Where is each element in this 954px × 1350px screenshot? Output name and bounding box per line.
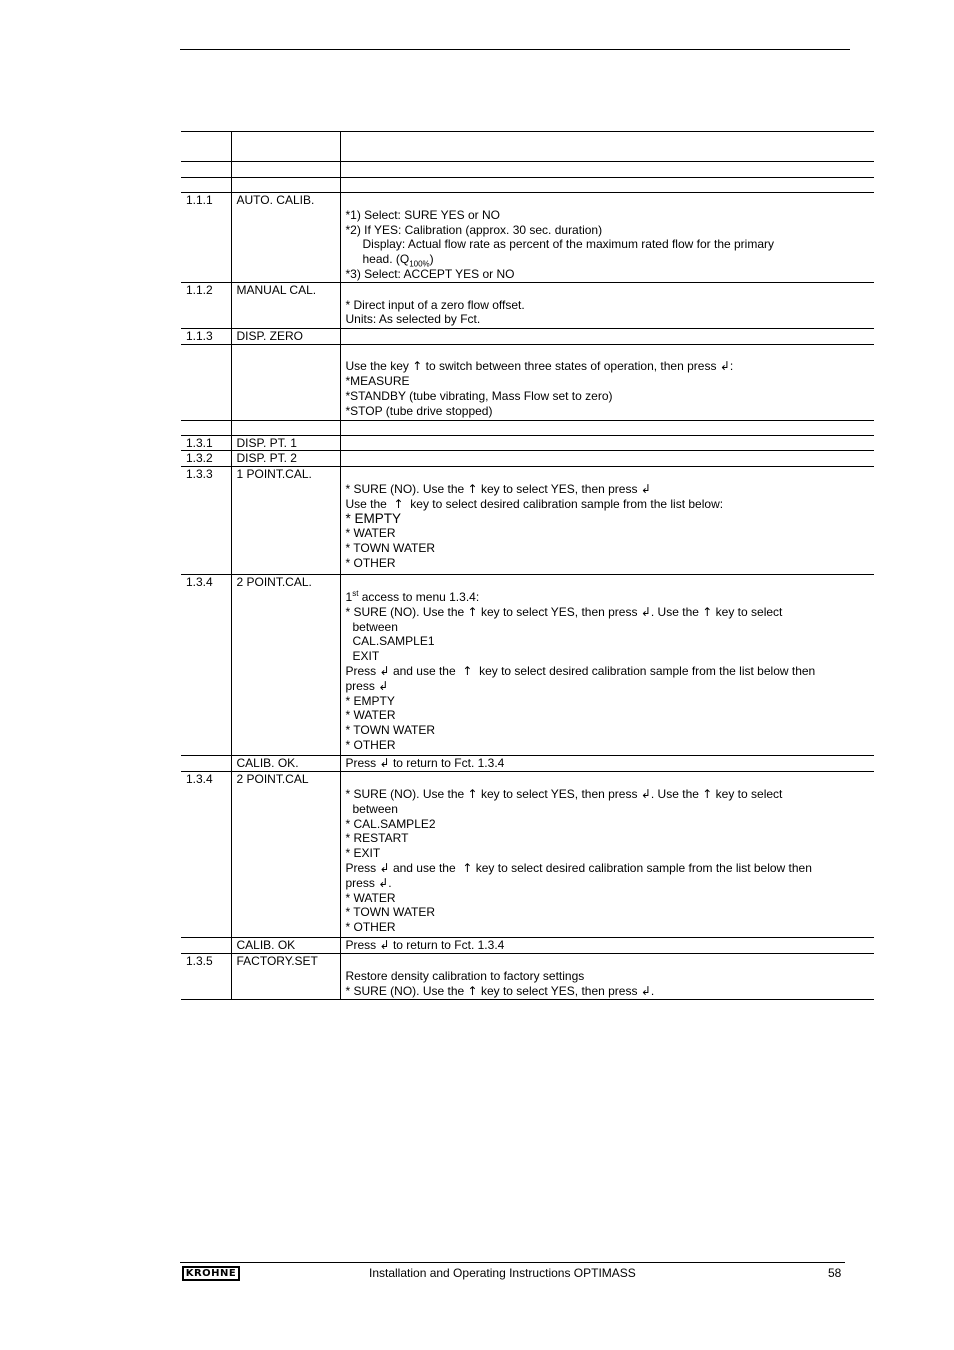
- up-arrow-icon: ↑: [467, 786, 478, 801]
- menu-description: Press ↲ to return to Fct. 1.3.4: [340, 938, 874, 954]
- enter-key-icon: ↲: [379, 663, 390, 678]
- table-row: [181, 772, 874, 938]
- table-row: [181, 193, 874, 283]
- menu-name: AUTO. CALIB.: [231, 193, 340, 283]
- enter-key-icon: ↲: [379, 860, 390, 875]
- menu-name: DISP. PT. 1: [231, 435, 340, 451]
- menu-number: 1.3.4: [181, 575, 231, 756]
- table-row: [181, 420, 874, 435]
- menu-name: MANUAL CAL.: [231, 282, 340, 328]
- menu-number: 1.1.1: [181, 193, 231, 283]
- table-row: [181, 451, 874, 467]
- table-row: [181, 756, 874, 772]
- menu-name: 1 POINT.CAL.: [231, 467, 340, 575]
- up-arrow-icon: ↑: [467, 604, 478, 619]
- menu-name: CALIB. OK.: [231, 756, 340, 772]
- footer-rule: [180, 1262, 845, 1263]
- enter-key-icon: ↲: [379, 938, 390, 953]
- enter-key-icon: ↲: [640, 983, 651, 998]
- menu-description: Press ↲ to return to Fct. 1.3.4: [340, 756, 874, 772]
- up-arrow-icon: ↑: [462, 663, 473, 678]
- menu-number: 1.1.3: [181, 328, 231, 344]
- table-row: [181, 575, 874, 756]
- table-row: [181, 178, 874, 193]
- table-header-row: [181, 132, 874, 162]
- menu-description: * SURE (NO). Use the ↑ key to select YES, then press ↲. Use the ↑ key to select between * CAL.SAMPLE2 * RESTART * EXIT Press ↲ and use the ↑ key to select desired calibration sample from the list below then press ↲. * WATER * TOWN WATER * OTHER: [340, 772, 874, 938]
- up-arrow-icon: ↑: [393, 496, 404, 511]
- enter-key-icon: ↲: [378, 875, 389, 890]
- table-row: [181, 282, 874, 328]
- up-arrow-icon: ↑: [462, 860, 473, 875]
- footer-title: Installation and Operating Instructions OPTIMASS: [369, 1266, 636, 1280]
- enter-key-icon: ↲: [640, 481, 651, 496]
- menu-number: 1.3.5: [181, 954, 231, 1000]
- enter-key-icon: ↲: [719, 359, 730, 374]
- menu-number: 1.3.2: [181, 451, 231, 467]
- table-row: [181, 344, 874, 420]
- table-row: [181, 938, 874, 954]
- menu-description: *1) Select: SURE YES or NO *2) If YES: Calibration (approx. 30 sec. duration) Display: Actual flow rate as percent of the maximum rated flow for the primary head. $(Q_{100\%})$ *3) Select: ACCEPT YES or NO: [340, 193, 874, 283]
- menu-name: 2 POINT.CAL.: [231, 575, 340, 756]
- menu-name: DISP. PT. 2: [231, 451, 340, 467]
- menu-description: 1st access to menu 1.3.4: * SURE (NO). Use the ↑ key to select YES, then press ↲. Use the ↑ key to select between CAL.SAMPLE1 EXIT Press ↲ and use the ↑ key to select desired calibration sample from the list below then press ↲ * EMPTY * WATER * TOWN WATER * OTHER: [340, 575, 874, 756]
- enter-key-icon: ↲: [378, 678, 389, 693]
- header-rule: [180, 49, 850, 50]
- menu-description: * Direct input of a zero flow offset. Units: As selected by Fct.: [340, 282, 874, 328]
- up-arrow-icon: ↑: [702, 604, 713, 619]
- table-row: [181, 954, 874, 1000]
- menu-number: 1.3.1: [181, 435, 231, 451]
- up-arrow-icon: ↑: [467, 983, 478, 998]
- enter-key-icon: ↲: [640, 786, 651, 801]
- up-arrow-icon: ↑: [467, 481, 478, 496]
- menu-number: 1.3.4: [181, 772, 231, 938]
- enter-key-icon: ↲: [640, 604, 651, 619]
- menu-name: CALIB. OK: [231, 938, 340, 954]
- enter-key-icon: ↲: [379, 756, 390, 771]
- table-row: [181, 467, 874, 575]
- up-arrow-icon: ↑: [412, 359, 423, 374]
- table-row: [181, 435, 874, 451]
- menu-name: DISP. ZERO: [231, 328, 340, 344]
- page-number: 58: [828, 1266, 842, 1280]
- menu-description: Use the key ↑ to switch between three states of operation, then press ↲: *MEASURE *STANDBY (tube vibrating, Mass Flow set to zero) *STOP (tube drive stopped): [340, 344, 874, 420]
- menu-name: 2 POINT.CAL: [231, 772, 340, 938]
- menu-name: FACTORY.SET: [231, 954, 340, 1000]
- menu-description: * SURE (NO). Use the ↑ key to select YES, then press ↲ Use the ↑ key to select desired calibration sample from the list below: * EMPTY * WATER * TOWN WATER * OTHER: [340, 467, 874, 575]
- table-row: [181, 162, 874, 178]
- menu-number: 1.3.3: [181, 467, 231, 575]
- up-arrow-icon: ↑: [702, 786, 713, 801]
- krohne-logo: KROHNE: [182, 1266, 240, 1281]
- table-row: [181, 328, 874, 344]
- menu-table: [181, 131, 874, 1000]
- menu-number: 1.1.2: [181, 282, 231, 328]
- menu-description: Restore density calibration to factory settings * SURE (NO). Use the ↑ key to select YES, then press ↲.: [340, 954, 874, 1000]
